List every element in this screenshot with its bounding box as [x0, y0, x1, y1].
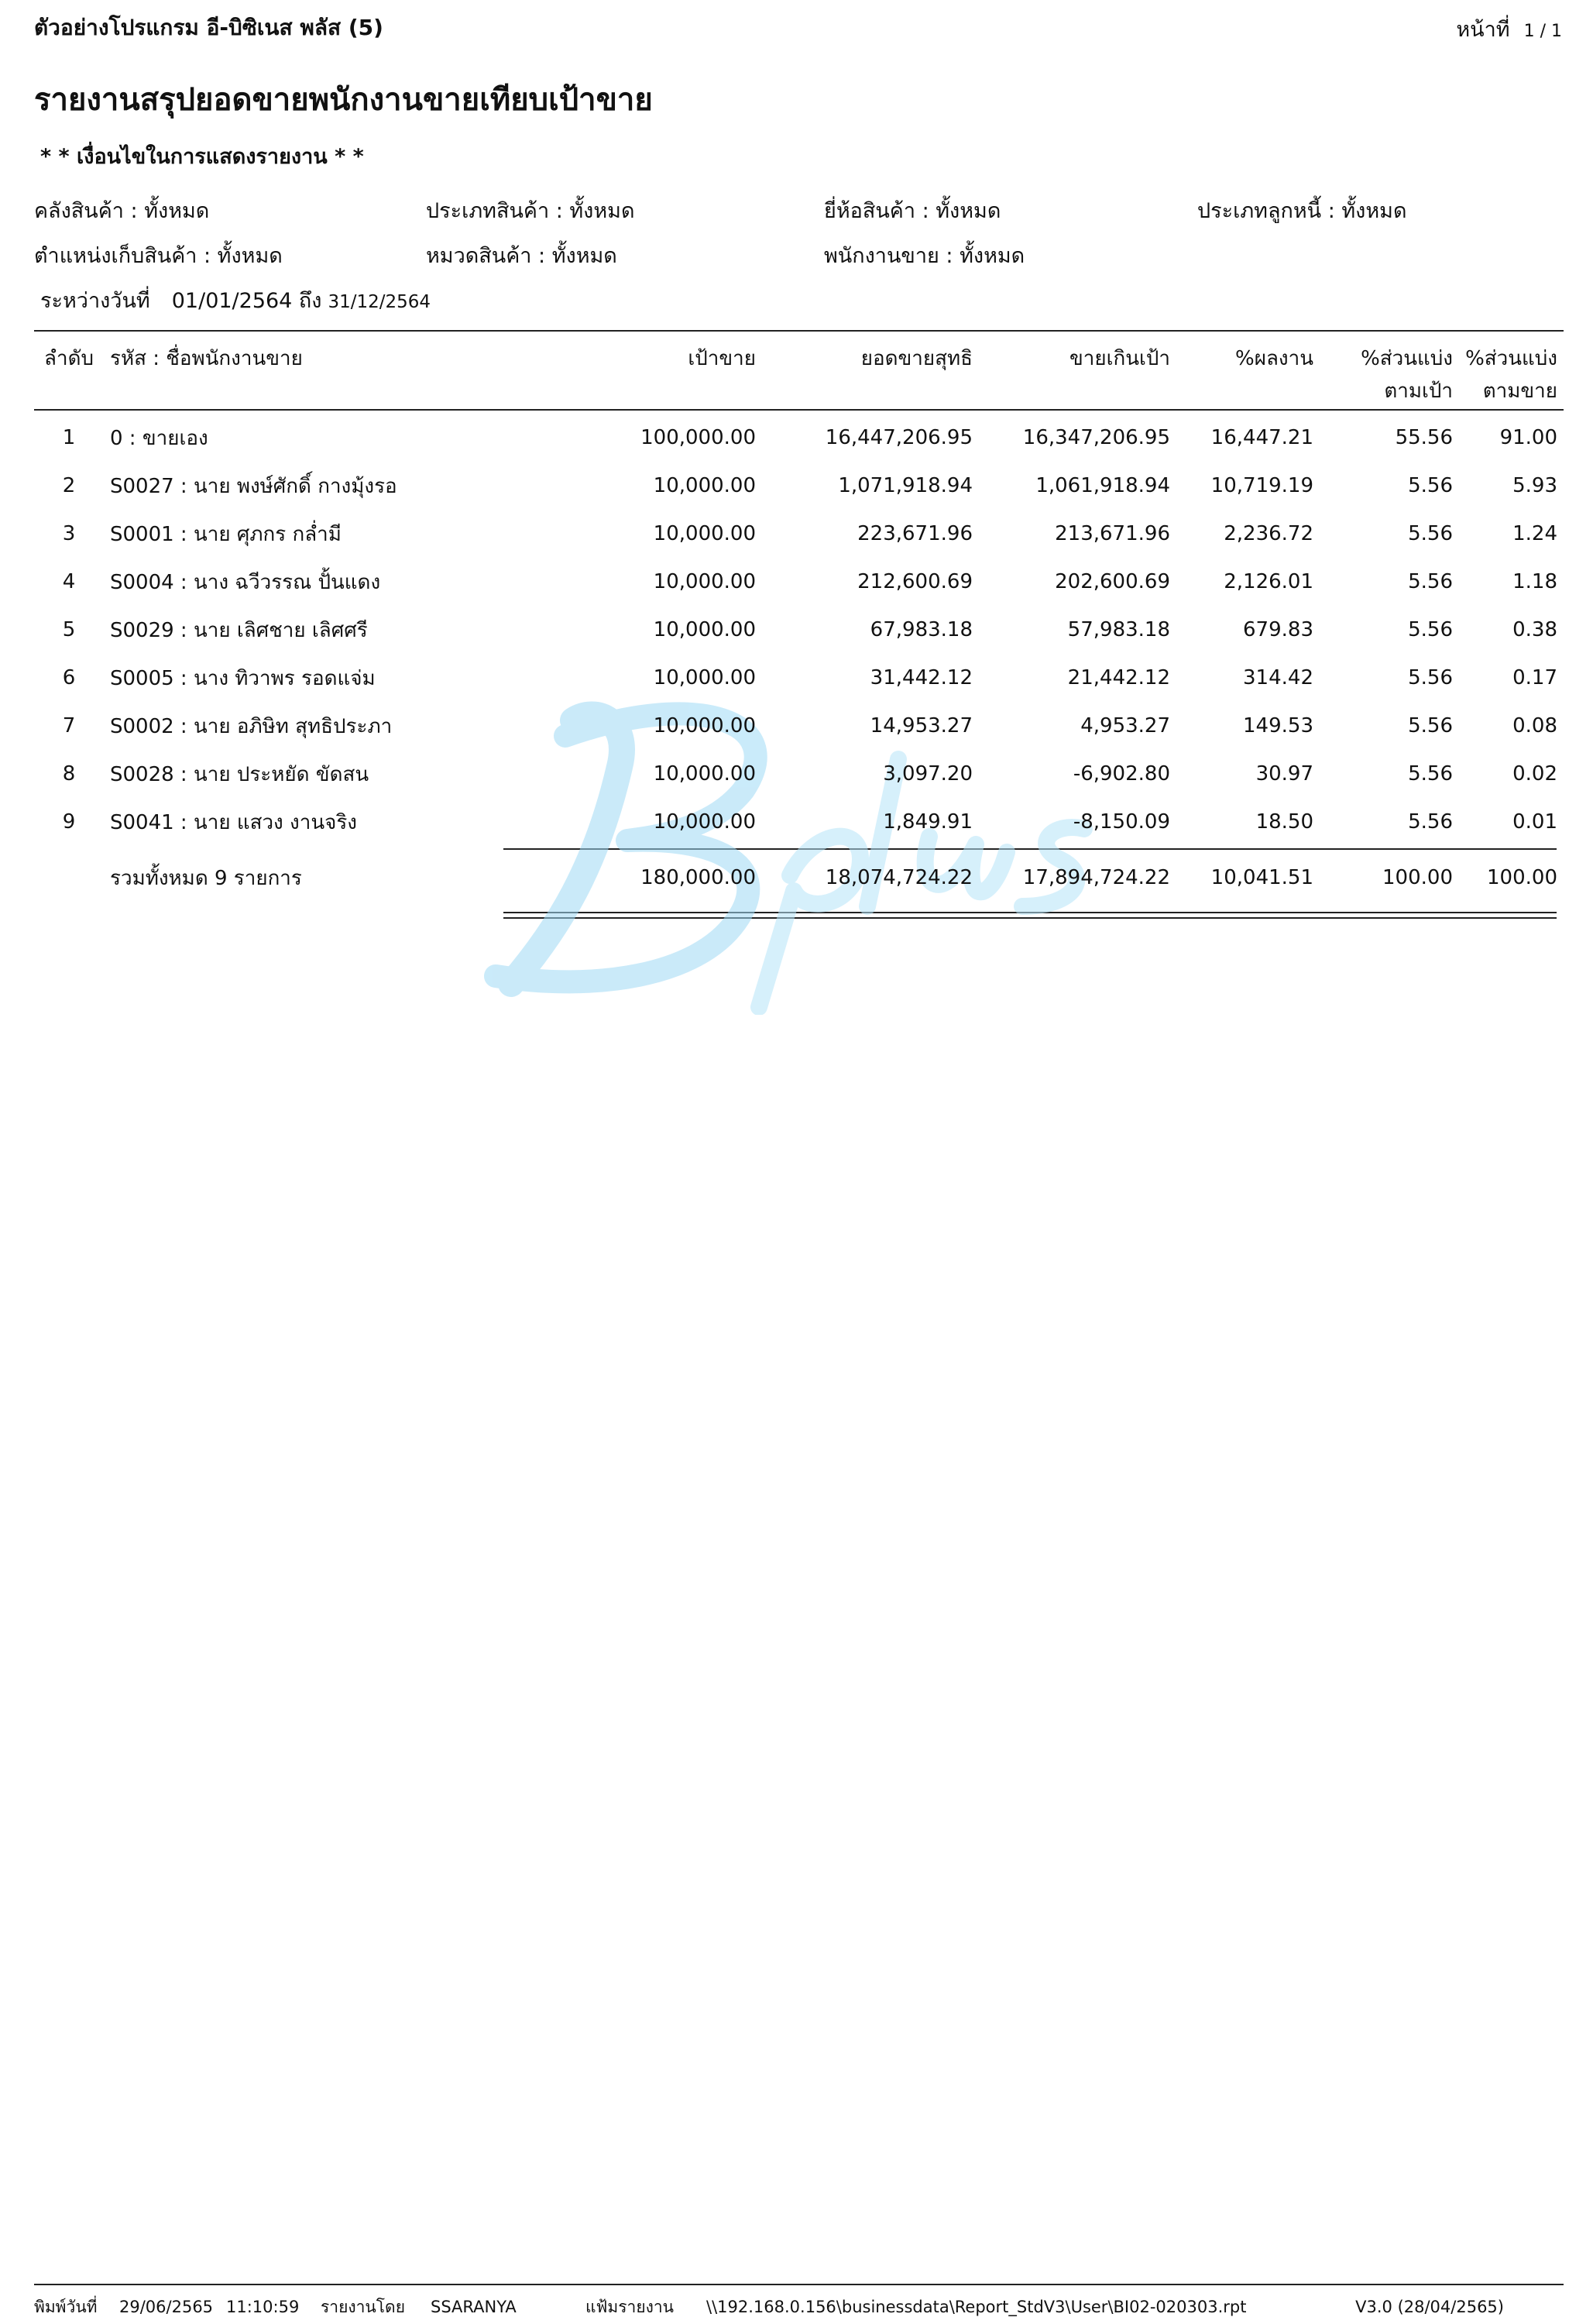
cell-over-target: 1,061,918.94 — [1035, 474, 1170, 497]
table-row — [34, 798, 1564, 846]
total-label: รวมทั้งหมด 9 รายการ — [110, 866, 302, 890]
cell-target: 10,000.00 — [653, 714, 756, 737]
cell-performance: 2,126.01 — [1224, 570, 1313, 593]
header-share-target — [1320, 333, 1459, 414]
cell-over-target: -8,150.09 — [1073, 810, 1170, 834]
cell-share-target: 5.56 — [1408, 810, 1453, 834]
cell-share-sales: 1.24 — [1512, 522, 1557, 545]
cell-share-sales: 1.18 — [1512, 570, 1557, 593]
table-row — [34, 750, 1564, 798]
cell-net-sales: 14,953.27 — [870, 714, 973, 737]
total-over-target: 17,894,724.22 — [1022, 866, 1170, 889]
header-name: รหัส : ชื่อพนักงานขาย — [110, 347, 303, 370]
cell-net-sales: 223,671.96 — [857, 522, 973, 545]
condition-category: หมวดสินค้า : ทั้งหมด — [426, 244, 617, 268]
cell-name: S0004 : นาง ฉวีวรรณ ปั้นแดง — [110, 570, 381, 594]
cell-share-sales: 0.01 — [1512, 810, 1557, 834]
cell-over-target: 4,953.27 — [1080, 714, 1170, 737]
cell-name: S0028 : นาย ประหยัด ขัดสน — [110, 762, 369, 786]
cell-over-target: 16,347,206.95 — [1022, 426, 1170, 449]
cell-net-sales: 212,600.69 — [857, 570, 973, 593]
header-share-sales-line2: ตามขาย — [1482, 380, 1557, 403]
cell-name: S0027 : นาย พงษ์ศักดิ์ กางมุ้งรอ — [110, 474, 397, 498]
cell-name: S0001 : นาย ศุภกร กล่ำมี — [110, 522, 342, 546]
print-date: 29/06/2565 — [119, 2298, 214, 2316]
cell-performance: 679.83 — [1243, 618, 1313, 641]
company-name: ตัวอย่างโปรแกรม อี-บิซิเนส พลัส (5) — [34, 15, 383, 40]
page-value: 1 / 1 — [1523, 22, 1562, 41]
cell-net-sales: 67,983.18 — [870, 618, 973, 641]
header-top-rule — [34, 330, 1564, 332]
sales-report-table — [34, 333, 1564, 909]
conditions-title: * * เงื่อนไขในการแสดงรายงาน * * — [40, 145, 364, 169]
condition-debtor-type: ประเภทลูกหนี้ : ทั้งหมด — [1197, 199, 1407, 223]
cell-over-target: 57,983.18 — [1067, 618, 1170, 641]
cell-performance: 314.42 — [1243, 666, 1313, 689]
condition-location: ตำแหน่งเก็บสินค้า : ทั้งหมด — [34, 244, 283, 268]
cell-name: S0029 : นาย เลิศชาย เลิศศรี — [110, 618, 368, 642]
cell-performance: 30.97 — [1255, 762, 1313, 786]
report-by-label: รายงานโดย — [321, 2298, 405, 2316]
date-from: 01/01/2564 ถึง — [171, 289, 322, 313]
print-date-label: พิมพ์วันที่ — [34, 2298, 98, 2316]
cell-share-target: 5.56 — [1408, 570, 1453, 593]
cell-no: 9 — [62, 810, 76, 834]
cell-name: S0041 : นาย แสวง งานจริง — [110, 810, 357, 834]
cell-share-target: 5.56 — [1408, 762, 1453, 786]
table-header-row — [34, 333, 1564, 414]
total-empty-cell — [34, 846, 104, 909]
condition-brand: ยี่ห้อสินค้า : ทั้งหมด — [824, 199, 1001, 223]
cell-no: 6 — [62, 666, 76, 689]
header-over-target: ขายเกินเป้า — [1069, 347, 1170, 370]
report-file-path: \\192.168.0.156\businessdata\Report_StdV3\User\BI02-020303.rpt — [706, 2298, 1247, 2316]
cell-over-target: -6,902.80 — [1073, 762, 1170, 786]
report-title: รายงานสรุปยอดขายพนักงานขายเทียบเป้าขาย — [34, 82, 653, 118]
cell-share-sales: 0.38 — [1512, 618, 1557, 641]
cell-share-target: 5.56 — [1408, 522, 1453, 545]
total-net-sales: 18,074,724.22 — [825, 866, 973, 889]
cell-net-sales: 16,447,206.95 — [825, 426, 973, 449]
table-row — [34, 654, 1564, 702]
cell-share-sales: 0.02 — [1512, 762, 1557, 786]
header-share-sales-line1: %ส่วนแบ่ง — [1465, 347, 1557, 370]
cell-performance: 2,236.72 — [1224, 522, 1313, 545]
total-target: 180,000.00 — [640, 866, 756, 889]
header-share-target-line2: ตามเป้า — [1384, 380, 1453, 403]
header-target: เป้าขาย — [688, 347, 756, 370]
cell-share-target: 5.56 — [1408, 618, 1453, 641]
cell-no: 2 — [62, 474, 76, 497]
cell-no: 5 — [62, 618, 76, 641]
cell-share-sales: 0.08 — [1512, 714, 1557, 737]
cell-over-target: 21,442.12 — [1067, 666, 1170, 689]
header-performance: %ผลงาน — [1235, 347, 1313, 370]
cell-performance: 18.50 — [1255, 810, 1313, 834]
cell-no: 8 — [62, 762, 76, 786]
cell-target: 10,000.00 — [653, 570, 756, 593]
cell-over-target: 213,671.96 — [1055, 522, 1170, 545]
total-double-rule-2 — [503, 917, 1557, 919]
total-share-sales: 100.00 — [1487, 866, 1557, 889]
date-to: 31/12/2564 — [328, 292, 431, 312]
cell-over-target: 202,600.69 — [1055, 570, 1170, 593]
table-total-row — [34, 846, 1564, 909]
cell-performance: 149.53 — [1243, 714, 1313, 737]
cell-no: 7 — [62, 714, 76, 737]
cell-net-sales: 3,097.20 — [883, 762, 973, 786]
cell-no: 1 — [62, 426, 76, 449]
cell-target: 100,000.00 — [640, 426, 756, 449]
page-number — [1456, 12, 1562, 46]
total-double-rule-1 — [503, 912, 1557, 913]
print-time: 11:10:59 — [226, 2298, 300, 2316]
cell-target: 10,000.00 — [653, 618, 756, 641]
cell-share-sales: 0.17 — [1512, 666, 1557, 689]
cell-share-sales: 91.00 — [1499, 426, 1557, 449]
condition-salesperson: พนักงานขาย : ทั้งหมด — [824, 244, 1025, 268]
cell-share-sales: 5.93 — [1512, 474, 1557, 497]
cell-target: 10,000.00 — [653, 810, 756, 834]
cell-target: 10,000.00 — [653, 474, 756, 497]
header-share-target-line1: %ส่วนแบ่ง — [1361, 347, 1453, 370]
header-no: ลำดับ — [44, 347, 94, 370]
cell-name: 0 : ขายเอง — [110, 426, 208, 450]
cell-share-target: 5.56 — [1408, 474, 1453, 497]
cell-net-sales: 1,849.91 — [883, 810, 973, 834]
total-performance: 10,041.51 — [1210, 866, 1313, 889]
report-version: V3.0 (28/04/2565) — [1355, 2298, 1504, 2316]
cell-no: 4 — [62, 570, 76, 593]
table-row — [34, 606, 1564, 654]
cell-target: 10,000.00 — [653, 666, 756, 689]
date-range-label: ระหว่างวันที่ — [40, 289, 150, 313]
report-footer — [34, 2284, 1564, 2320]
table-row — [34, 702, 1564, 750]
table-row — [34, 414, 1564, 462]
report-file-label: แฟ้มรายงาน — [585, 2298, 675, 2316]
cell-share-target: 55.56 — [1395, 426, 1453, 449]
cell-no: 3 — [62, 522, 76, 545]
date-range — [40, 284, 431, 317]
table-row — [34, 462, 1564, 510]
header-net-sales: ยอดขายสุทธิ — [860, 347, 973, 370]
page-label: หน้าที่ — [1456, 18, 1510, 42]
condition-product-type: ประเภทสินค้า : ทั้งหมด — [426, 199, 635, 223]
cell-target: 10,000.00 — [653, 762, 756, 786]
cell-share-target: 5.56 — [1408, 666, 1453, 689]
condition-warehouse: คลังสินค้า : ทั้งหมด — [34, 199, 210, 223]
cell-performance: 10,719.19 — [1210, 474, 1313, 497]
table-row — [34, 558, 1564, 606]
cell-name: S0005 : นาง ทิวาพร รอดแจ่ม — [110, 666, 376, 690]
cell-net-sales: 1,071,918.94 — [838, 474, 973, 497]
table-row — [34, 510, 1564, 558]
cell-target: 10,000.00 — [653, 522, 756, 545]
cell-performance: 16,447.21 — [1210, 426, 1313, 449]
cell-name: S0002 : นาย อภิษิท สุทธิประภา — [110, 714, 393, 738]
report-by: SSARANYA — [431, 2298, 517, 2316]
total-share-target: 100.00 — [1382, 866, 1453, 889]
cell-net-sales: 31,442.12 — [870, 666, 973, 689]
cell-share-target: 5.56 — [1408, 714, 1453, 737]
header-share-sales — [1459, 333, 1564, 414]
